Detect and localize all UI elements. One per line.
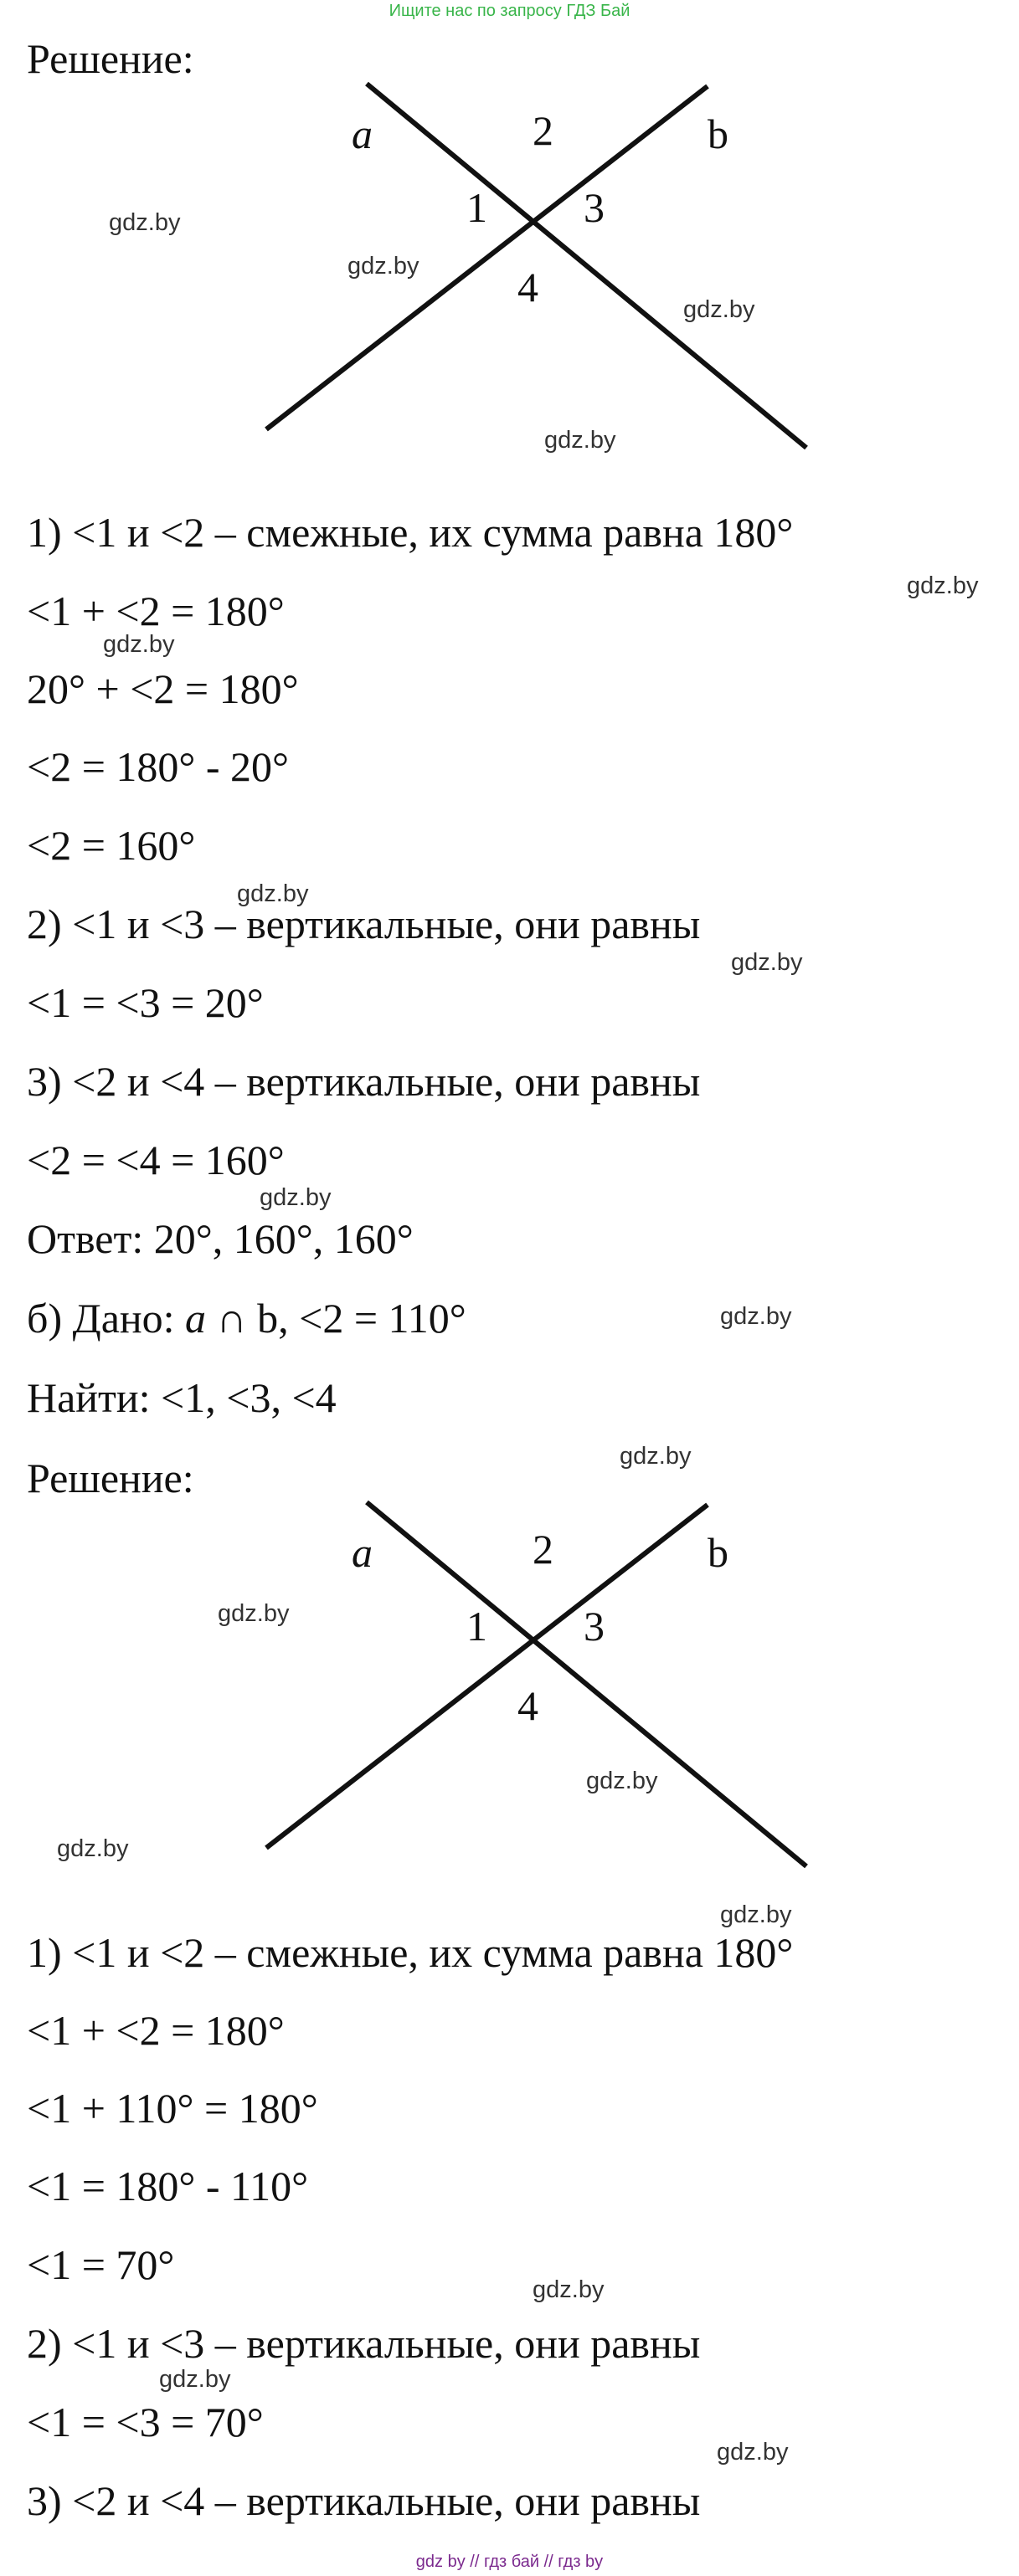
watermark: gdz.by <box>109 209 181 236</box>
given-rest: ∩ b, <2 = 110° <box>206 1295 466 1342</box>
watermark: gdz.by <box>731 949 803 976</box>
watermark: gdz.by <box>237 880 309 907</box>
label-angle-4: 4 <box>517 1682 538 1729</box>
p2-given <box>27 1293 466 1343</box>
label-angle-1: 1 <box>466 184 487 231</box>
label-angle-4: 4 <box>517 264 538 310</box>
solution-heading-1: Решение: <box>27 35 194 82</box>
watermark: gdz.by <box>218 1600 290 1627</box>
label-a: a <box>352 1529 373 1576</box>
watermark: gdz.by <box>907 572 979 599</box>
p2-line-8: 3) <2 и <4 – вертикальные, они равны <box>27 2477 701 2524</box>
p1-line-8: 3) <2 и <4 – вертикальные, они равны <box>27 1058 701 1105</box>
label-a: a <box>352 110 373 157</box>
watermark: gdz.by <box>347 253 419 280</box>
line-b <box>266 86 708 429</box>
watermark: gdz.by <box>533 2276 605 2303</box>
footer: gdz by // гдз бай // гдз by <box>415 2553 604 2571</box>
p2-line-3: <1 + 110° = 180° <box>27 2085 318 2132</box>
watermark: gdz.by <box>586 1768 658 1794</box>
watermark: gdz.by <box>103 631 175 658</box>
line-a <box>367 1502 806 1866</box>
watermark: gdz.by <box>720 1901 792 1928</box>
solution-heading-2: Решение: <box>27 1455 194 1501</box>
line-b <box>266 1505 708 1848</box>
watermark: gdz.by <box>544 427 616 454</box>
given-prefix: б) Дано: <box>27 1295 186 1342</box>
given-a: a <box>185 1295 207 1342</box>
p1-line-4: <2 = 180° - 20° <box>27 743 290 790</box>
p1-line-6: 2) <1 и <3 – вертикальные, они равны <box>27 901 701 947</box>
label-angle-2: 2 <box>533 1526 553 1573</box>
watermark: gdz.by <box>720 1303 792 1330</box>
p1-line-5: <2 = 160° <box>27 822 196 869</box>
p1-answer: Ответ: 20°, 160°, 160° <box>27 1215 414 1262</box>
p2-line-7: <1 = <3 = 70° <box>27 2399 264 2445</box>
watermark: gdz.by <box>717 2439 789 2466</box>
label-angle-3: 3 <box>584 1603 605 1650</box>
label-angle-1: 1 <box>466 1603 487 1650</box>
label-angle-2: 2 <box>533 107 553 154</box>
p2-line-4: <1 = 180° - 110° <box>27 2163 309 2209</box>
p1-line-2: <1 + <2 = 180° <box>27 588 285 634</box>
p2-line-6: 2) <1 и <3 – вертикальные, они равны <box>27 2320 701 2367</box>
label-angle-3: 3 <box>584 184 605 231</box>
p1-line-1: 1) <1 и <2 – смежные, их сумма равна 180° <box>27 509 794 556</box>
top-banner: Ищите нас по запросу ГДЗ Бай <box>389 2 630 20</box>
watermark: gdz.by <box>620 1443 692 1470</box>
p2-line-1: 1) <1 и <2 – смежные, их сумма равна 180° <box>27 1929 794 1976</box>
p2-find: Найти: <1, <3, <4 <box>27 1374 337 1421</box>
p2-line-2: <1 + <2 = 180° <box>27 2007 285 2054</box>
intersecting-lines-diagram-2 <box>234 1498 837 1891</box>
p1-line-3: 20° + <2 = 180° <box>27 665 299 712</box>
p1-line-7: <1 = <3 = 20° <box>27 979 264 1026</box>
label-b: b <box>708 1529 728 1576</box>
p2-line-5: <1 = 70° <box>27 2241 175 2288</box>
watermark: gdz.by <box>683 296 755 323</box>
watermark: gdz.by <box>260 1184 332 1211</box>
intersecting-lines-diagram-1 <box>234 80 837 473</box>
watermark: gdz.by <box>159 2366 231 2393</box>
watermark: gdz.by <box>57 1835 129 1862</box>
p1-line-9: <2 = <4 = 160° <box>27 1137 285 1183</box>
line-a <box>367 84 806 448</box>
label-b: b <box>708 110 728 157</box>
